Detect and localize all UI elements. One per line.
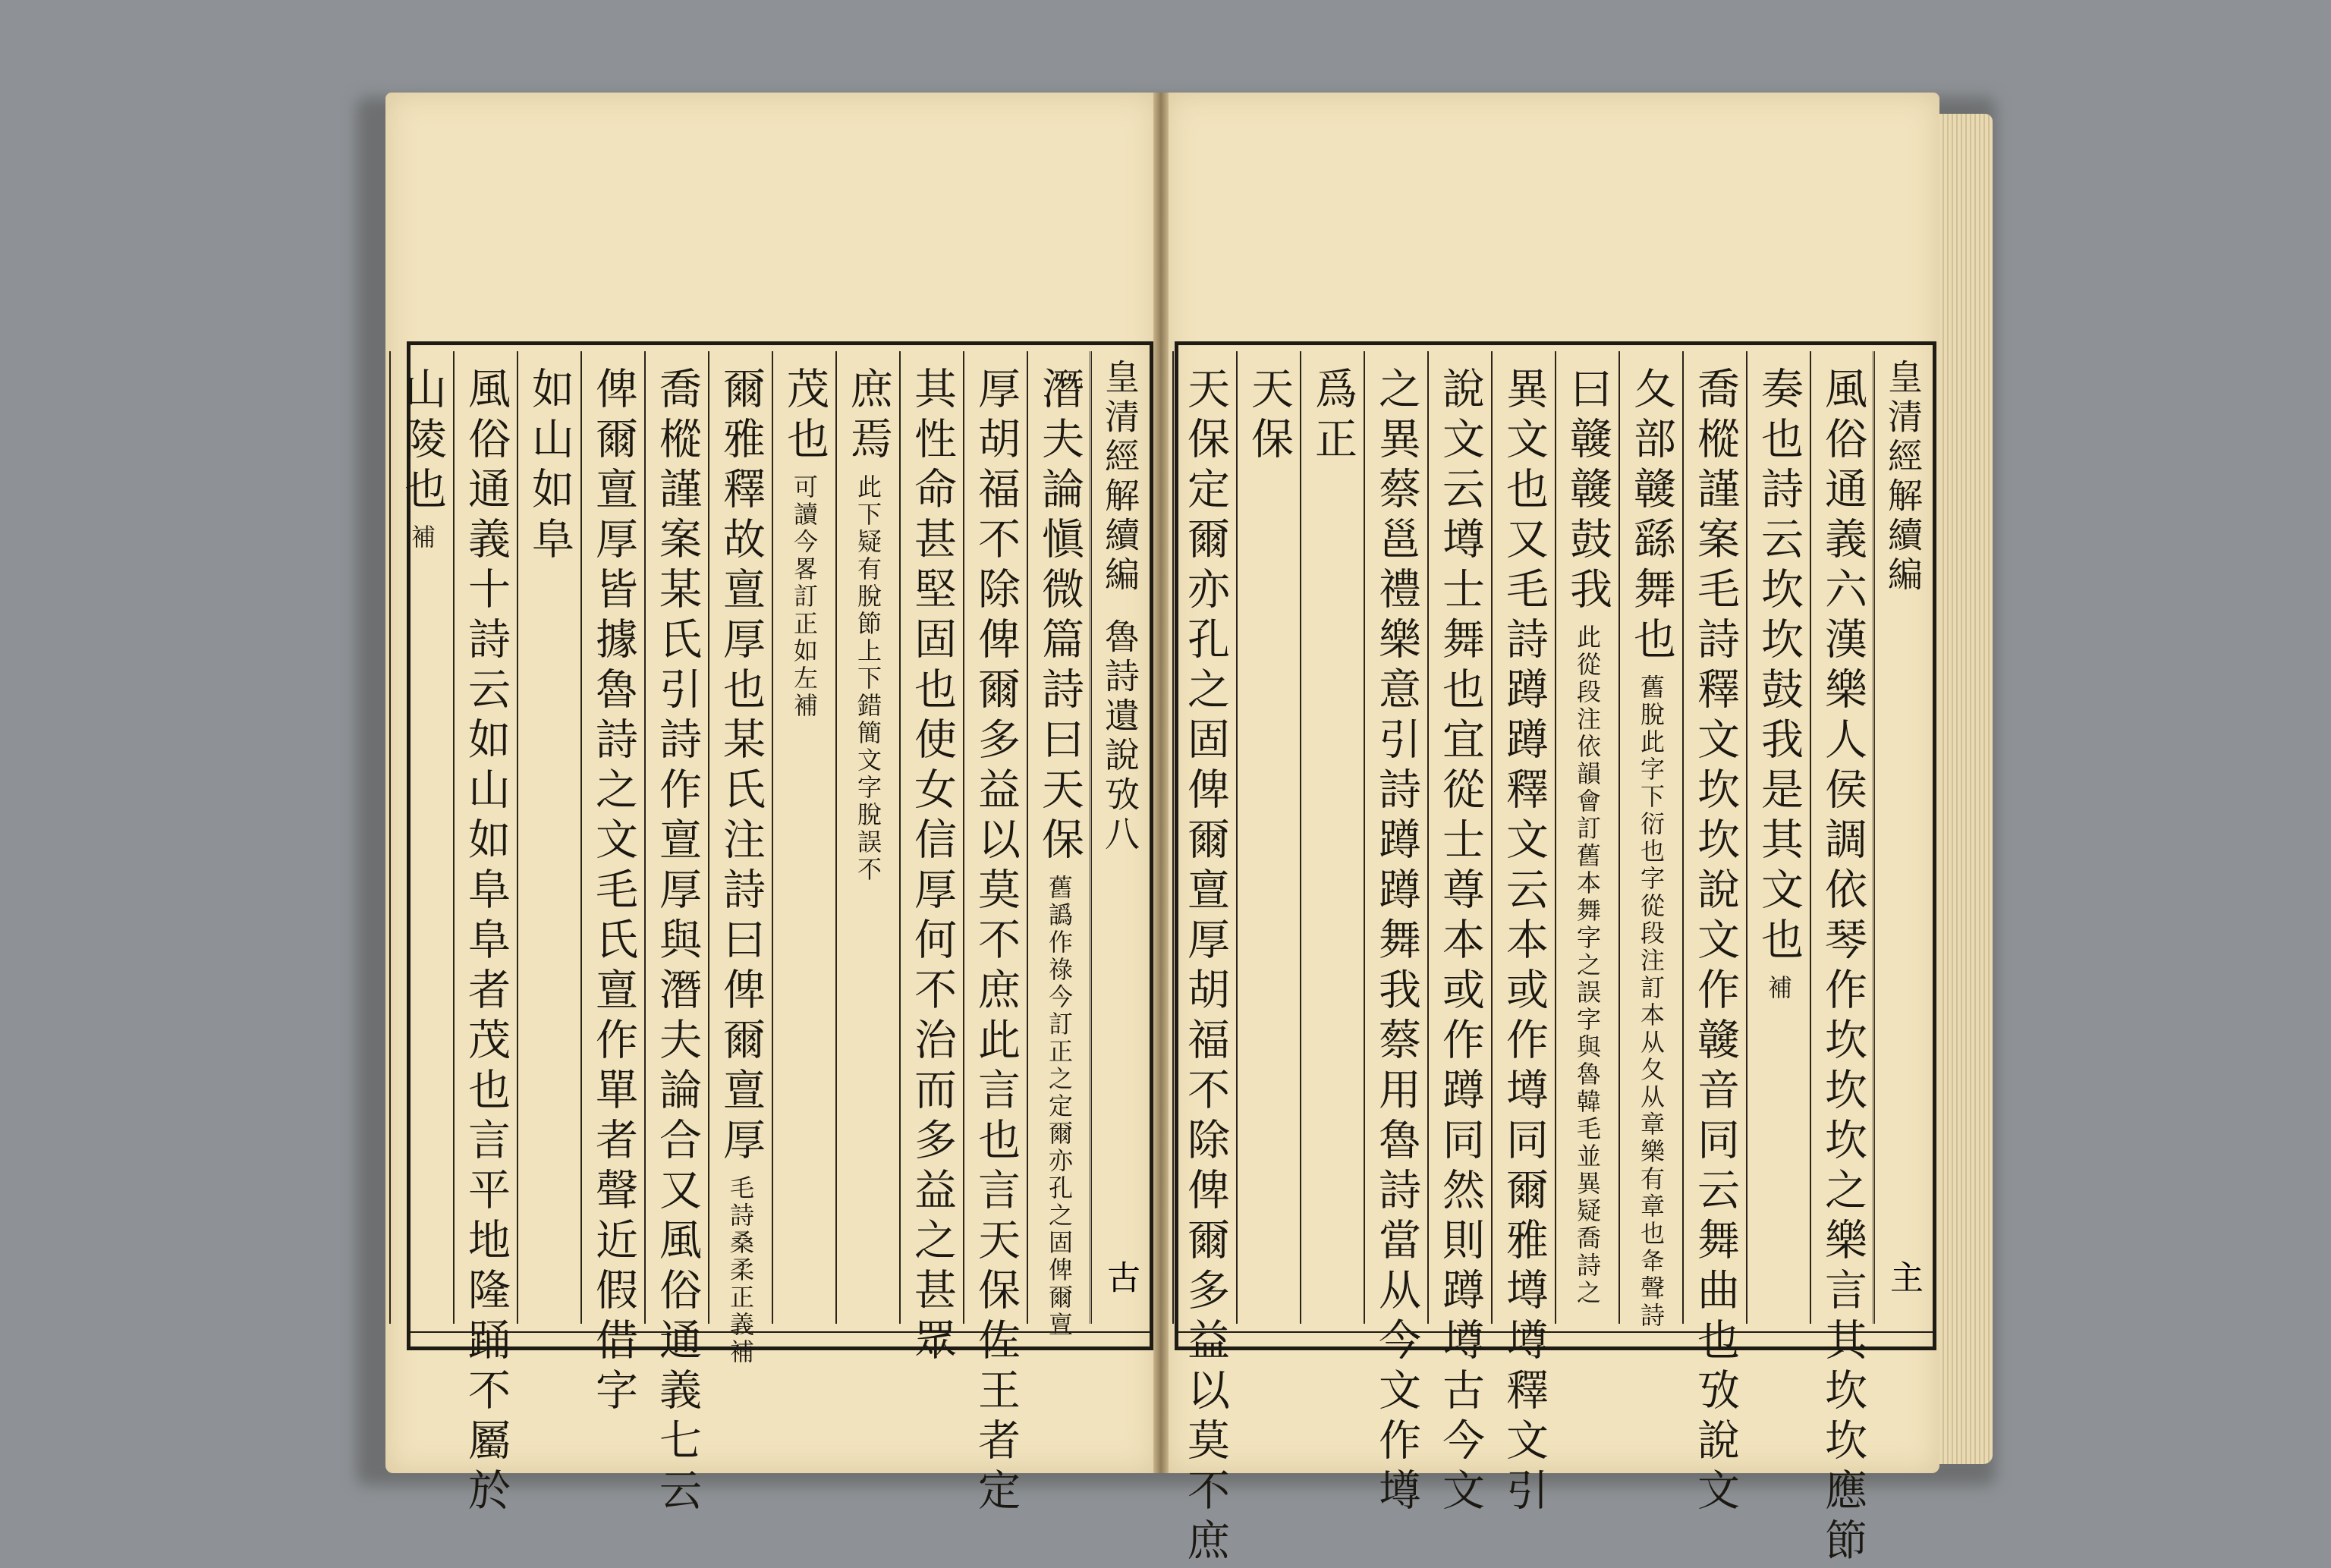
right-folio: 主 — [1884, 1260, 1923, 1293]
right-column-text: 奏也詩云坎坎鼓我是其文也 — [1754, 366, 1804, 967]
right-text-column — [1172, 351, 1236, 1568]
left-text-column — [708, 351, 772, 1366]
right-text-column — [1746, 351, 1810, 1324]
left-text-column — [899, 351, 963, 1368]
right-text-column — [1300, 351, 1364, 1324]
left-column-text: 喬樅謹案某氏引詩作亶厚與潛夫論合又風俗通義七云 — [653, 366, 702, 1518]
left-margin-title: 皇清經解續編 — [1099, 359, 1140, 595]
left-text-column — [580, 351, 644, 1418]
left-margin-section: 魯詩遺說攷八 — [1099, 618, 1140, 855]
left-column-note: 毛詩桑柔正義補 — [726, 1175, 755, 1366]
left-column-text: 潛夫論愼微篇詩曰天保 — [1035, 366, 1084, 867]
right-text-column — [1555, 351, 1618, 1324]
right-text-column — [1682, 351, 1746, 1518]
left-text-column — [389, 351, 453, 1324]
left-text-column — [1027, 351, 1090, 1339]
left-column-text: 茂也 — [780, 366, 829, 467]
left-column-text: 庶焉 — [844, 366, 893, 467]
right-column-text: 天保 — [1244, 366, 1294, 467]
left-column-text: 厚胡福不除俾爾多益以莫不庶此言也言天保佐王者定 — [971, 366, 1021, 1518]
left-margin-column — [1090, 351, 1148, 1324]
left-text-column — [644, 351, 708, 1518]
right-column-text: 風俗通義六漢樂人侯調依琴作坎坎坎之樂言其坎坎應節 — [1818, 366, 1867, 1568]
book-gutter — [1153, 93, 1169, 1473]
left-column-note: 可讀今畧訂正如左補 — [790, 474, 819, 720]
left-column-text: 俾爾亶厚皆據魯詩之文毛氏亶作單者聲近假借字 — [589, 366, 638, 1418]
right-column-note: 舊脫此字下衍也字從段注訂本从夂从章樂有章也夅聲詩 — [1637, 674, 1666, 1330]
left-column-note: 補 — [407, 524, 436, 551]
right-column-text: 說文云壿士舞也宜從士尊本或作蹲同然則蹲壿古今文 — [1436, 366, 1485, 1518]
right-column-text: 喬樅謹案毛詩釋文坎坎說文作竷音同云舞曲也攷說文 — [1691, 366, 1740, 1518]
right-text-column — [1236, 351, 1300, 1324]
left-text-column — [453, 351, 517, 1518]
right-text-column — [1427, 351, 1491, 1518]
left-text-column — [963, 351, 1027, 1518]
right-text-column — [1810, 351, 1873, 1568]
left-column-text: 爾雅釋故亶厚也某氏注詩曰俾爾亶厚 — [716, 366, 766, 1167]
page-edges — [1939, 114, 1993, 1464]
left-text-frame — [398, 341, 1153, 1518]
right-column-text: 天保定爾亦孔之固俾爾亶厚胡福不除俾爾多益以莫不庶 — [1181, 366, 1230, 1568]
right-text-column — [1491, 351, 1555, 1518]
right-text-column — [1618, 351, 1682, 1330]
right-column-text: 曰竷竷鼓我 — [1563, 366, 1612, 617]
right-column-note: 此從段注依韻會訂舊本舞字之誤字與魯韓毛並異疑喬詩之 — [1573, 624, 1602, 1307]
right-margin-column — [1873, 351, 1931, 1324]
left-column-text: 山陵也 — [398, 366, 447, 517]
left-text-column — [835, 351, 899, 1324]
left-column-text: 風俗通義十詩云如山如阜阜者茂也言平地隆踊不屬於 — [461, 366, 511, 1518]
left-folio: 古 — [1101, 1260, 1140, 1293]
right-margin-title: 皇清經解續編 — [1883, 359, 1924, 595]
right-column-note: 補 — [1764, 975, 1793, 1002]
left-column-text: 如山如阜 — [525, 366, 574, 567]
right-text-frame — [1175, 341, 1936, 1568]
right-column-text: 異文也又毛詩蹲蹲釋文云本或作壿同爾雅壿壿釋文引 — [1499, 366, 1549, 1518]
left-column-note: 此下疑有脫節上下錯簡文字脫誤不 — [854, 474, 882, 884]
right-column-text: 之異蔡邕禮樂意引詩蹲蹲舞我蔡用魯詩當从今文作壿 — [1372, 366, 1421, 1518]
right-column-text: 夂部竷繇舞也 — [1627, 366, 1676, 667]
left-column-text: 其性命甚堅固也使女信厚何不治而多益之甚眾 — [908, 366, 957, 1368]
left-text-column — [517, 351, 580, 1324]
right-column-text: 爲正 — [1308, 366, 1357, 467]
left-column-note: 舊譌作祿今訂正之定爾亦孔之固俾爾亶 — [1045, 875, 1074, 1339]
right-text-column — [1364, 351, 1427, 1518]
left-text-column — [772, 351, 835, 1324]
